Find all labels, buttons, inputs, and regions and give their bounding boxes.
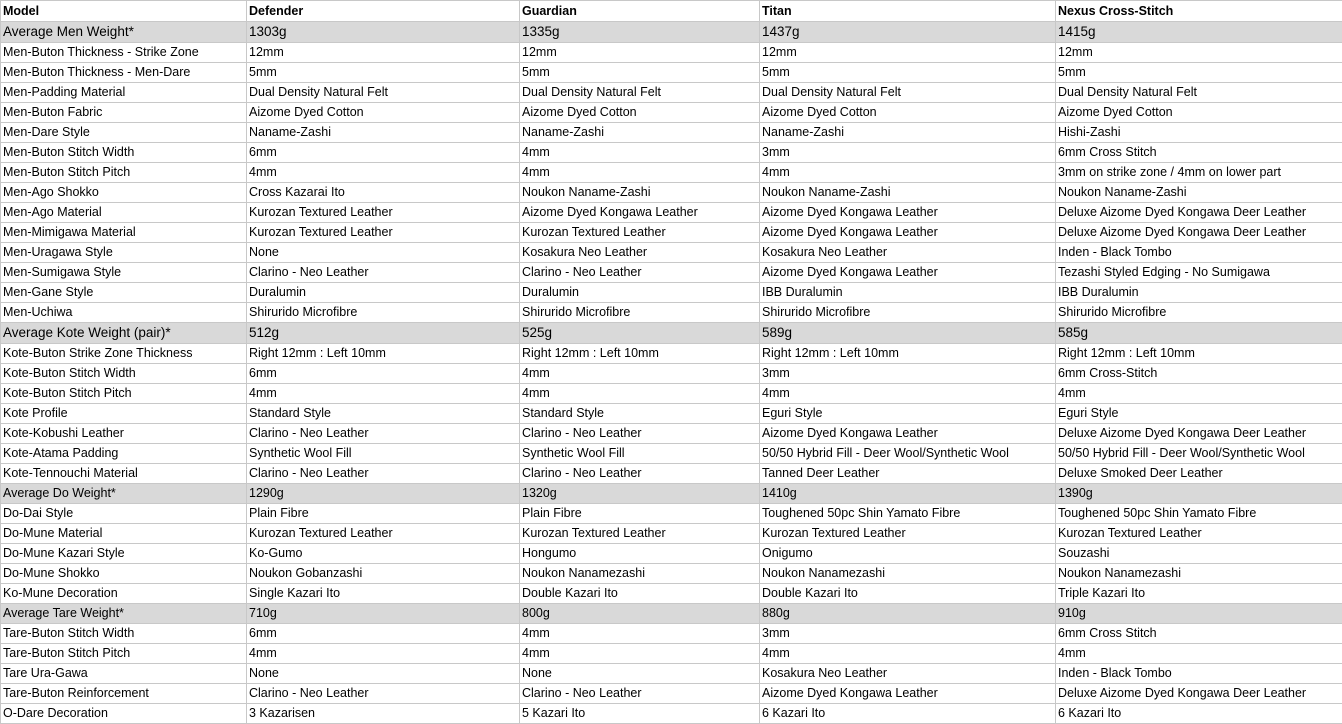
titan-value: 880g — [760, 604, 1056, 624]
table-row — [1, 143, 1342, 163]
defender-value: 4mm — [247, 163, 520, 183]
titan-value: Onigumo — [760, 544, 1056, 564]
section-row — [1, 323, 1342, 344]
defender-value: Synthetic Wool Fill — [247, 444, 520, 464]
guardian-value: Clarino - Neo Leather — [520, 684, 760, 704]
row-label: Men-Dare Style — [1, 123, 247, 143]
defender-value: Plain Fibre — [247, 504, 520, 524]
row-label: Do-Mune Kazari Style — [1, 544, 247, 564]
titan-value: 1410g — [760, 484, 1056, 504]
nexus-value: Inden - Black Tombo — [1056, 243, 1342, 263]
guardian-value: 4mm — [520, 624, 760, 644]
row-label: Tare Ura-Gawa — [1, 664, 247, 684]
row-label: Men-Uchiwa — [1, 303, 247, 323]
nexus-value: Noukon Nanamezashi — [1056, 564, 1342, 584]
guardian-value: 800g — [520, 604, 760, 624]
guardian-value: Naname-Zashi — [520, 123, 760, 143]
guardian-value: 4mm — [520, 644, 760, 664]
titan-value: Kosakura Neo Leather — [760, 664, 1056, 684]
titan-value: Naname-Zashi — [760, 123, 1056, 143]
guardian-value: 5mm — [520, 63, 760, 83]
titan-value: Aizome Dyed Kongawa Leather — [760, 684, 1056, 704]
table-row — [1, 123, 1342, 143]
row-label: Men-Ago Shokko — [1, 183, 247, 203]
nexus-value: Triple Kazari Ito — [1056, 584, 1342, 604]
guardian-value: Standard Style — [520, 404, 760, 424]
nexus-value: 5mm — [1056, 63, 1342, 83]
table-row — [1, 444, 1342, 464]
defender-value: 710g — [247, 604, 520, 624]
nexus-value: Dual Density Natural Felt — [1056, 83, 1342, 103]
titan-value: Shirurido Microfibre — [760, 303, 1056, 323]
section-row — [1, 22, 1342, 43]
nexus-value: 4mm — [1056, 644, 1342, 664]
row-label: Men-Ago Material — [1, 203, 247, 223]
section-row — [1, 484, 1342, 504]
guardian-value: Kosakura Neo Leather — [520, 243, 760, 263]
nexus-value: 50/50 Hybrid Fill - Deer Wool/Synthetic Wool — [1056, 444, 1342, 464]
titan-value: Aizome Dyed Kongawa Leather — [760, 263, 1056, 283]
row-label: Average Kote Weight (pair)* — [1, 323, 247, 344]
guardian-value: Clarino - Neo Leather — [520, 424, 760, 444]
row-label: Men-Padding Material — [1, 83, 247, 103]
guardian-value: Kurozan Textured Leather — [520, 223, 760, 243]
nexus-value: Noukon Naname-Zashi — [1056, 183, 1342, 203]
defender-value: 6mm — [247, 143, 520, 163]
defender-value: Duralumin — [247, 283, 520, 303]
titan-value: Aizome Dyed Kongawa Leather — [760, 424, 1056, 444]
table-row — [1, 544, 1342, 564]
nexus-value: 1415g — [1056, 22, 1342, 43]
table-row — [1, 524, 1342, 544]
defender-value: Kurozan Textured Leather — [247, 203, 520, 223]
table-row — [1, 504, 1342, 524]
header-guardian: Guardian — [520, 1, 760, 22]
row-label: Kote-Buton Stitch Pitch — [1, 384, 247, 404]
table-row — [1, 564, 1342, 584]
guardian-value: Aizome Dyed Cotton — [520, 103, 760, 123]
table-row — [1, 384, 1342, 404]
guardian-value: Clarino - Neo Leather — [520, 263, 760, 283]
defender-value: Kurozan Textured Leather — [247, 223, 520, 243]
nexus-value: Shirurido Microfibre — [1056, 303, 1342, 323]
row-label: O-Dare Decoration — [1, 704, 247, 724]
titan-value: Dual Density Natural Felt — [760, 83, 1056, 103]
row-label: Tare-Buton Stitch Pitch — [1, 644, 247, 664]
titan-value: 5mm — [760, 63, 1056, 83]
nexus-value: Deluxe Aizome Dyed Kongawa Deer Leather — [1056, 684, 1342, 704]
table-row — [1, 83, 1342, 103]
nexus-value: 6 Kazari Ito — [1056, 704, 1342, 724]
header-titan: Titan — [760, 1, 1056, 22]
nexus-value: 6mm Cross-Stitch — [1056, 364, 1342, 384]
defender-value: None — [247, 664, 520, 684]
row-label: Men-Gane Style — [1, 283, 247, 303]
titan-value: 12mm — [760, 43, 1056, 63]
defender-value: Clarino - Neo Leather — [247, 424, 520, 444]
nexus-value: Souzashi — [1056, 544, 1342, 564]
titan-value: 3mm — [760, 624, 1056, 644]
table-row — [1, 263, 1342, 283]
table-row — [1, 424, 1342, 444]
defender-value: Kurozan Textured Leather — [247, 524, 520, 544]
nexus-value: Toughened 50pc Shin Yamato Fibre — [1056, 504, 1342, 524]
table-row — [1, 344, 1342, 364]
titan-value: 3mm — [760, 364, 1056, 384]
defender-value: 3 Kazarisen — [247, 704, 520, 724]
table-body — [1, 22, 1342, 724]
row-label: Kote Profile — [1, 404, 247, 424]
nexus-value: Eguri Style — [1056, 404, 1342, 424]
titan-value: Aizome Dyed Kongawa Leather — [760, 203, 1056, 223]
nexus-value: Deluxe Aizome Dyed Kongawa Deer Leather — [1056, 203, 1342, 223]
nexus-value: 4mm — [1056, 384, 1342, 404]
row-label: Tare-Buton Reinforcement — [1, 684, 247, 704]
table-row — [1, 43, 1342, 63]
table-row — [1, 203, 1342, 223]
defender-value: 1303g — [247, 22, 520, 43]
defender-value: Noukon Gobanzashi — [247, 564, 520, 584]
titan-value: 3mm — [760, 143, 1056, 163]
row-label: Men-Buton Thickness - Men-Dare — [1, 63, 247, 83]
titan-value: 6 Kazari Ito — [760, 704, 1056, 724]
row-label: Kote-Tennouchi Material — [1, 464, 247, 484]
guardian-value: 5 Kazari Ito — [520, 704, 760, 724]
titan-value: Double Kazari Ito — [760, 584, 1056, 604]
titan-value: Noukon Nanamezashi — [760, 564, 1056, 584]
guardian-value: 12mm — [520, 43, 760, 63]
guardian-value: 525g — [520, 323, 760, 344]
guardian-value: Right 12mm : Left 10mm — [520, 344, 760, 364]
table-row — [1, 664, 1342, 684]
table-row — [1, 464, 1342, 484]
nexus-value: IBB Duralumin — [1056, 283, 1342, 303]
table-row — [1, 183, 1342, 203]
row-label: Average Tare Weight* — [1, 604, 247, 624]
titan-value: 1437g — [760, 22, 1056, 43]
guardian-value: 4mm — [520, 364, 760, 384]
guardian-value: 4mm — [520, 163, 760, 183]
table-row — [1, 624, 1342, 644]
titan-value: Kosakura Neo Leather — [760, 243, 1056, 263]
nexus-value: 1390g — [1056, 484, 1342, 504]
defender-value: 6mm — [247, 624, 520, 644]
defender-value: Ko-Gumo — [247, 544, 520, 564]
titan-value: IBB Duralumin — [760, 283, 1056, 303]
defender-value: None — [247, 243, 520, 263]
row-label: Average Do Weight* — [1, 484, 247, 504]
titan-value: Kurozan Textured Leather — [760, 524, 1056, 544]
table-row — [1, 223, 1342, 243]
titan-value: Aizome Dyed Kongawa Leather — [760, 223, 1056, 243]
nexus-value: Kurozan Textured Leather — [1056, 524, 1342, 544]
table-row — [1, 303, 1342, 323]
defender-value: Shirurido Microfibre — [247, 303, 520, 323]
nexus-value: Hishi-Zashi — [1056, 123, 1342, 143]
table-row — [1, 684, 1342, 704]
titan-value: Aizome Dyed Cotton — [760, 103, 1056, 123]
guardian-value: Synthetic Wool Fill — [520, 444, 760, 464]
defender-value: 512g — [247, 323, 520, 344]
defender-value: Right 12mm : Left 10mm — [247, 344, 520, 364]
table-row — [1, 364, 1342, 384]
titan-value: 50/50 Hybrid Fill - Deer Wool/Synthetic Wool — [760, 444, 1056, 464]
table-row — [1, 283, 1342, 303]
table-row — [1, 644, 1342, 664]
section-row — [1, 604, 1342, 624]
row-label: Kote-Atama Padding — [1, 444, 247, 464]
row-label: Men-Buton Stitch Width — [1, 143, 247, 163]
nexus-value: Deluxe Smoked Deer Leather — [1056, 464, 1342, 484]
defender-value: Dual Density Natural Felt — [247, 83, 520, 103]
row-label: Men-Buton Thickness - Strike Zone — [1, 43, 247, 63]
row-label: Men-Buton Stitch Pitch — [1, 163, 247, 183]
nexus-value: 585g — [1056, 323, 1342, 344]
header-nexus-cross-stitch: Nexus Cross-Stitch — [1056, 1, 1342, 22]
defender-value: Single Kazari Ito — [247, 584, 520, 604]
guardian-value: 1335g — [520, 22, 760, 43]
titan-value: Right 12mm : Left 10mm — [760, 344, 1056, 364]
row-label: Do-Mune Material — [1, 524, 247, 544]
titan-value: Eguri Style — [760, 404, 1056, 424]
table-row — [1, 63, 1342, 83]
nexus-value: Right 12mm : Left 10mm — [1056, 344, 1342, 364]
guardian-value: Noukon Nanamezashi — [520, 564, 760, 584]
row-label: Men-Sumigawa Style — [1, 263, 247, 283]
nexus-value: Aizome Dyed Cotton — [1056, 103, 1342, 123]
guardian-value: 4mm — [520, 143, 760, 163]
nexus-value: 6mm Cross Stitch — [1056, 624, 1342, 644]
table-row — [1, 103, 1342, 123]
header-model: Model — [1, 1, 247, 22]
defender-value: Naname-Zashi — [247, 123, 520, 143]
guardian-value: Dual Density Natural Felt — [520, 83, 760, 103]
nexus-value: Deluxe Aizome Dyed Kongawa Deer Leather — [1056, 424, 1342, 444]
guardian-value: Noukon Naname-Zashi — [520, 183, 760, 203]
row-label: Kote-Buton Strike Zone Thickness — [1, 344, 247, 364]
defender-value: Aizome Dyed Cotton — [247, 103, 520, 123]
nexus-value: Tezashi Styled Edging - No Sumigawa — [1056, 263, 1342, 283]
defender-value: 4mm — [247, 644, 520, 664]
nexus-value: 6mm Cross Stitch — [1056, 143, 1342, 163]
guardian-value: 1320g — [520, 484, 760, 504]
defender-value: Cross Kazarai Ito — [247, 183, 520, 203]
table-row — [1, 704, 1342, 724]
table-row — [1, 163, 1342, 183]
defender-value: Clarino - Neo Leather — [247, 684, 520, 704]
defender-value: 6mm — [247, 364, 520, 384]
nexus-value: Deluxe Aizome Dyed Kongawa Deer Leather — [1056, 223, 1342, 243]
row-label: Do-Dai Style — [1, 504, 247, 524]
row-label: Men-Uragawa Style — [1, 243, 247, 263]
defender-value: Standard Style — [247, 404, 520, 424]
defender-value: 4mm — [247, 384, 520, 404]
guardian-value: Shirurido Microfibre — [520, 303, 760, 323]
row-label: Men-Mimigawa Material — [1, 223, 247, 243]
row-label: Tare-Buton Stitch Width — [1, 624, 247, 644]
table-row — [1, 404, 1342, 424]
titan-value: 4mm — [760, 163, 1056, 183]
row-label: Kote-Buton Stitch Width — [1, 364, 247, 384]
nexus-value: 910g — [1056, 604, 1342, 624]
titan-value: 4mm — [760, 384, 1056, 404]
titan-value: 4mm — [760, 644, 1056, 664]
guardian-value: Duralumin — [520, 283, 760, 303]
titan-value: 589g — [760, 323, 1056, 344]
defender-value: Clarino - Neo Leather — [247, 464, 520, 484]
defender-value: Clarino - Neo Leather — [247, 263, 520, 283]
guardian-value: None — [520, 664, 760, 684]
guardian-value: Aizome Dyed Kongawa Leather — [520, 203, 760, 223]
titan-value: Toughened 50pc Shin Yamato Fibre — [760, 504, 1056, 524]
defender-value: 5mm — [247, 63, 520, 83]
row-label: Do-Mune Shokko — [1, 564, 247, 584]
nexus-value: 12mm — [1056, 43, 1342, 63]
defender-value: 12mm — [247, 43, 520, 63]
guardian-value: Kurozan Textured Leather — [520, 524, 760, 544]
nexus-value: 3mm on strike zone / 4mm on lower part — [1056, 163, 1342, 183]
guardian-value: Double Kazari Ito — [520, 584, 760, 604]
row-label: Ko-Mune Decoration — [1, 584, 247, 604]
guardian-value: 4mm — [520, 384, 760, 404]
header-row — [1, 1, 1342, 22]
row-label: Average Men Weight* — [1, 22, 247, 43]
row-label: Kote-Kobushi Leather — [1, 424, 247, 444]
titan-value: Noukon Naname-Zashi — [760, 183, 1056, 203]
guardian-value: Clarino - Neo Leather — [520, 464, 760, 484]
nexus-value: Inden - Black Tombo — [1056, 664, 1342, 684]
defender-value: 1290g — [247, 484, 520, 504]
table-row — [1, 243, 1342, 263]
titan-value: Tanned Deer Leather — [760, 464, 1056, 484]
row-label: Men-Buton Fabric — [1, 103, 247, 123]
table-row — [1, 584, 1342, 604]
guardian-value: Hongumo — [520, 544, 760, 564]
header-defender: Defender — [247, 1, 520, 22]
guardian-value: Plain Fibre — [520, 504, 760, 524]
